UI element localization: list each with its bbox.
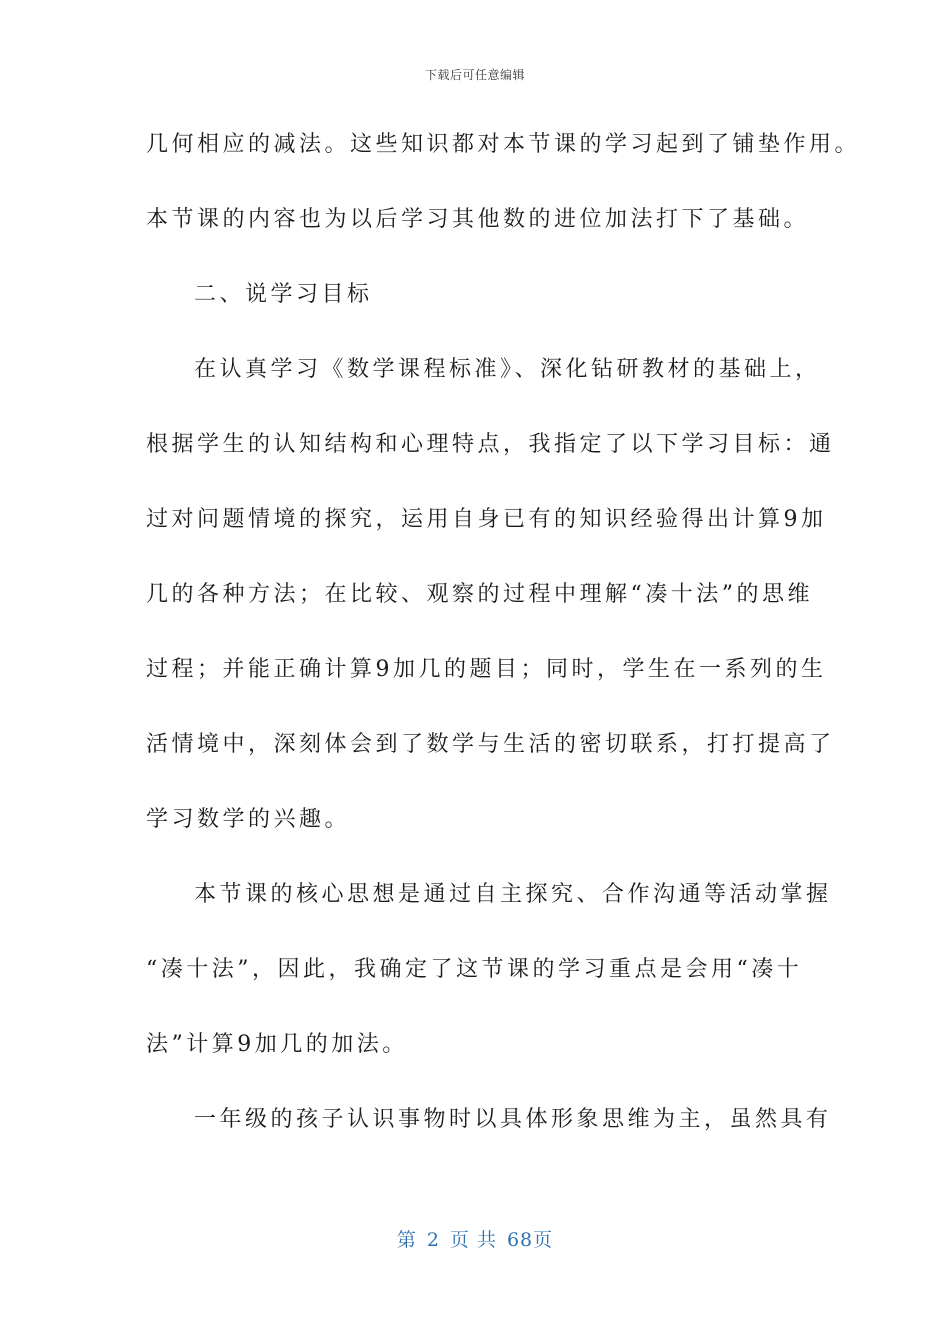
document-body — [146, 122, 861, 1172]
body-line: 根据学生的认知结构和心理特点，我指定了以下学习目标：通 — [146, 432, 835, 457]
body-line: 在认真学习《数学课程标准》、深化钻研教材的基础上， — [194, 357, 821, 382]
footer-prefix: 第 — [396, 1229, 417, 1251]
body-line: 活情境中，深刻体会到了数学与生活的密切联系，打打提高了 — [146, 732, 835, 757]
section-heading: 二、说学习目标 — [194, 282, 373, 307]
body-line: “凑十法”，因此，我确定了这节课的学习重点是会用“凑十 — [146, 957, 803, 982]
body-line: 本节课的内容也为以后学习其他数的进位加法打下了基础。 — [146, 207, 810, 232]
total-pages-number: 68 — [506, 1229, 534, 1251]
body-line: 过对问题情境的探究，运用自身已有的知识经验得出计算9加 — [146, 507, 827, 532]
body-line: 法”计算9加几的加法。 — [146, 1032, 408, 1057]
body-line: 一年级的孩子认识事物时以具体形象思维为主，虽然具有 — [194, 1107, 832, 1132]
footer-middle: 页 共 — [449, 1229, 497, 1251]
body-line: 本节课的核心思想是通过自主探究、合作沟通等活动掌握 — [194, 882, 832, 907]
footer-suffix: 页 — [533, 1229, 554, 1251]
current-page-number: 2 — [426, 1229, 440, 1251]
body-line: 学习数学的兴趣。 — [146, 807, 351, 832]
body-line: 过程；并能正确计算9加几的题目；同时，学生在一系列的生 — [146, 657, 827, 682]
page-header: 下载后可任意编辑 — [424, 68, 525, 82]
body-line: 几何相应的减法。这些知识都对本节课的学习起到了铺垫作用。 — [146, 132, 861, 157]
page-footer — [0, 1225, 950, 1252]
body-line: 几的各种方法；在比较、观察的过程中理解“凑十法”的思维 — [146, 582, 813, 607]
